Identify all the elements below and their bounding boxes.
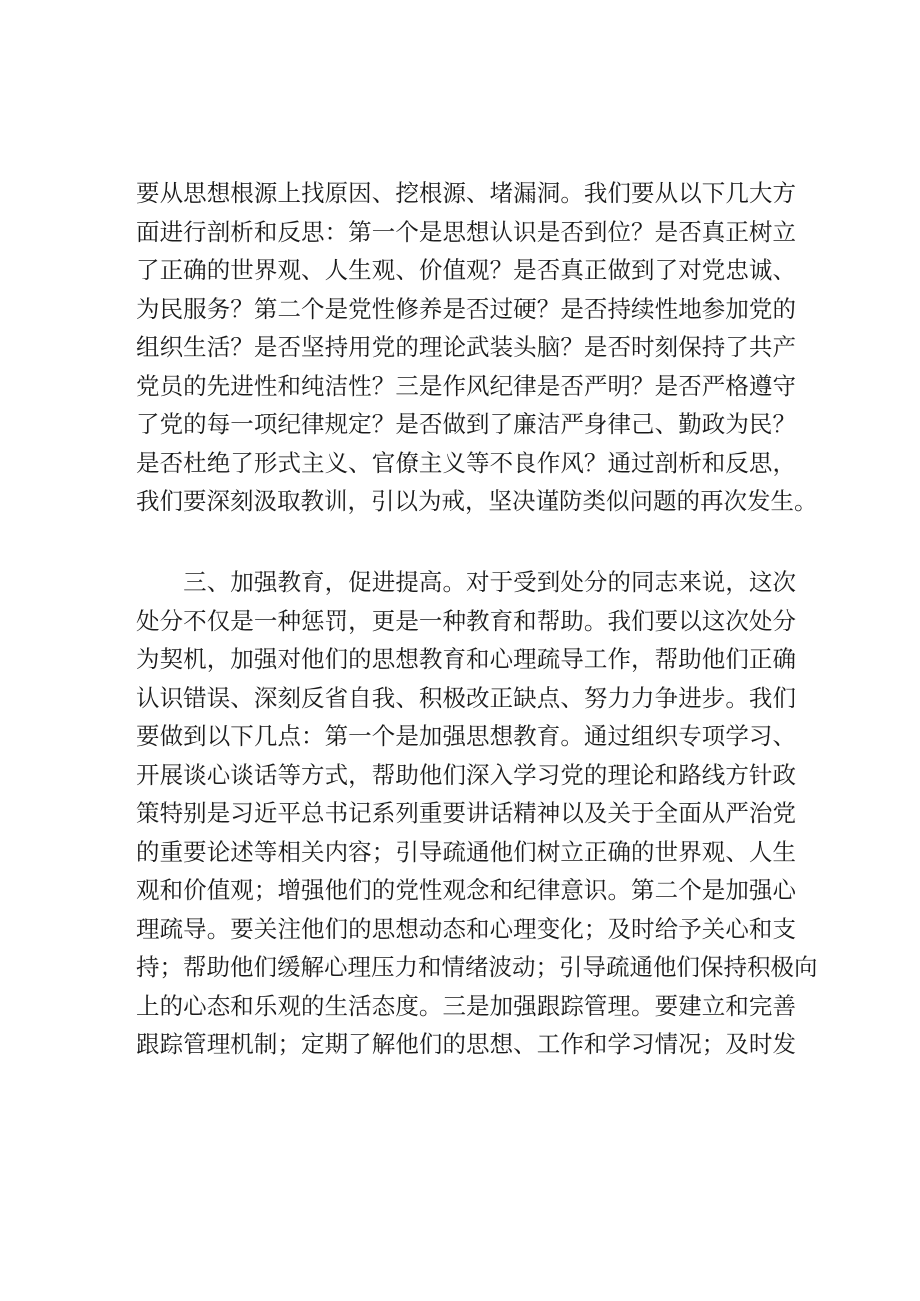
- text-line: 为契机，加强对他们的思想教育和心理疏导工作，帮助他们正确: [136, 645, 796, 673]
- text-line: 党员的先进性和纯洁性？三是作风纪律是否严明？是否严格遵守: [136, 371, 796, 400]
- text-line: 要从思想根源上找原因、挖根源、堵漏洞。我们要从以下几大方: [136, 179, 796, 207]
- text-line: 理疏导。要关注他们的思想动态和心理变化；及时给予关心和支: [136, 914, 796, 943]
- text-line: 处分不仅是一种惩罚，更是一种教育和帮助。我们要以这次处分: [136, 606, 796, 635]
- text-line: 要做到以下几点：第一个是加强思想教育。通过组织专项学习、: [136, 722, 796, 750]
- text-line: 策特别是习近平总书记系列重要讲话精神以及关于全面从严治党: [136, 799, 796, 827]
- text-line: 三、加强教育，促进提高。对于受到处分的同志来说，这次: [136, 568, 796, 596]
- text-line: 持；帮助他们缓解心理压力和情绪波动；引导疏通他们保持积极向: [136, 953, 818, 981]
- text-line: 了党的每一项纪律规定？是否做到了廉洁严身律己、勤政为民？: [136, 410, 796, 438]
- paragraph-1: [136, 174, 818, 521]
- text-line: 认识错误、深刻反省自我、积极改正缺点、努力力争进步。我们: [136, 683, 796, 712]
- text-line: 观和价值观；增强他们的党性观念和纪律意识。第二个是加强心: [136, 876, 796, 904]
- text-line: 组织生活？是否坚持用党的理论武装头脑？是否时刻保持了共产: [136, 333, 796, 361]
- text-line: 上的心态和乐观的生活态度。三是加强跟踪管理。要建立和完善: [136, 991, 796, 1020]
- text-line: 开展谈心谈话等方式，帮助他们深入学习党的理论和路线方针政: [136, 760, 796, 789]
- text-line: 我们要深刻汲取教训，引以为戒，坚决谨防类似问题的再次发生。: [136, 487, 818, 515]
- text-line: 的重要论述等相关内容；引导疏通他们树立正确的世界观、人生: [136, 837, 796, 866]
- text-line: 为民服务？第二个是党性修养是否过硬？是否持续性地参加党的: [136, 294, 796, 323]
- text-line: 是否杜绝了形式主义、官僚主义等不良作风？通过剖析和反思，: [136, 448, 796, 477]
- text-line: 跟踪管理机制；定期了解他们的思想、工作和学习情况；及时发: [136, 1030, 796, 1058]
- text-line: 了正确的世界观、人生观、价值观？是否真正做到了对党忠诚、: [136, 256, 796, 284]
- paragraph-2: [136, 563, 818, 1064]
- text-line: 面进行剖析和反思：第一个是思想认识是否到位？是否真正树立: [136, 217, 796, 246]
